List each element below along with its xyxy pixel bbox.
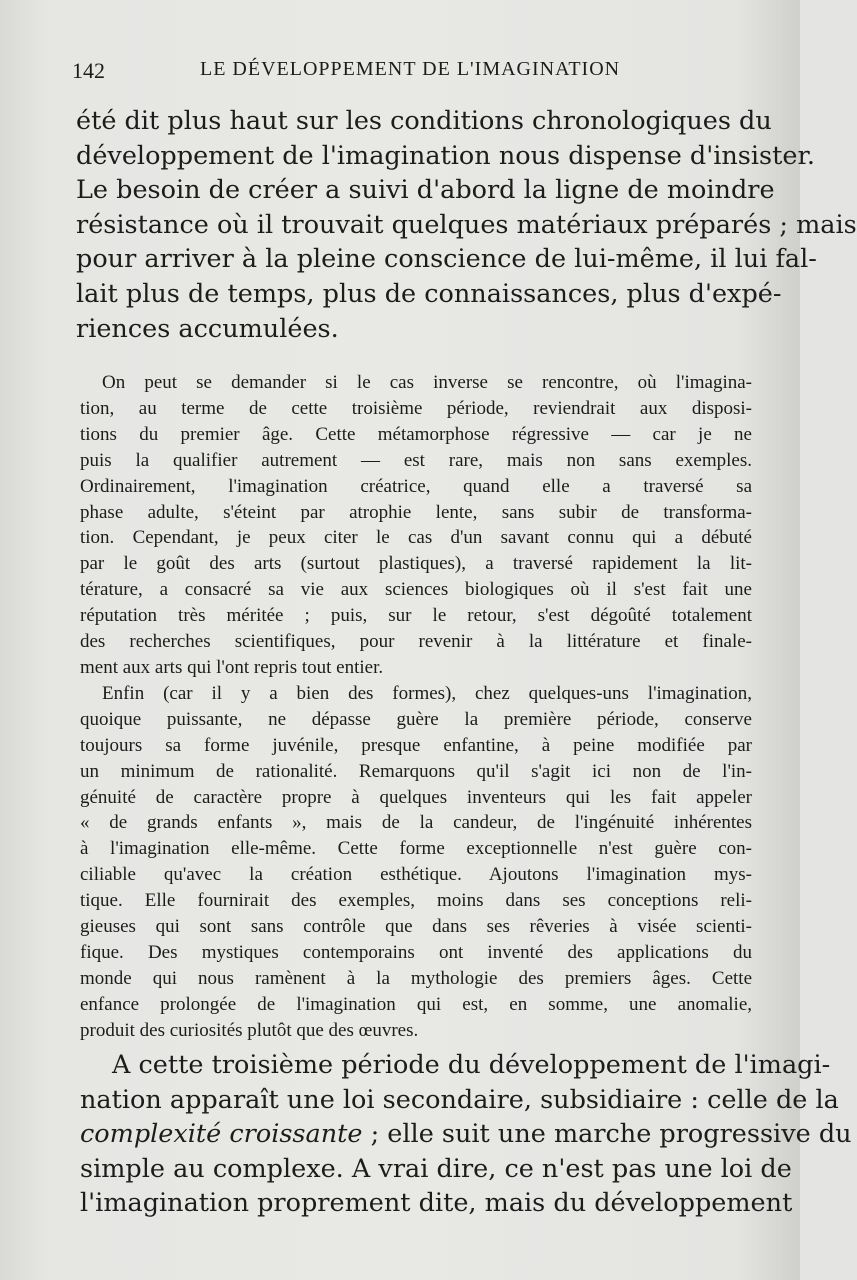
text-fragment: ; elle suit une marche progressive du	[362, 1119, 852, 1150]
text-line: été dit plus haut sur les conditions chronologiques du	[76, 106, 772, 136]
text-line-with-italic	[80, 1117, 852, 1152]
text-line: par le goût des arts (surtout plastiques), a traversé rapidement la lit-	[80, 553, 752, 575]
text-line: génuité de caractère propre à quelques inventeurs qui les fait appeler	[80, 786, 752, 808]
text-line: des recherches scientifiques, pour revenir à la littérature et finale-	[80, 631, 752, 653]
text-line: Le besoin de créer a suivi d'abord la ligne de moindre	[76, 175, 775, 206]
text-line: tions du premier âge. Cette métamorphose régressive — car je ne	[80, 423, 752, 445]
text-line: à l'imagination elle-même. Cette forme exceptionnelle n'est guère con-	[80, 838, 752, 860]
text-line: riences accumulées.	[76, 313, 339, 344]
paragraph-1	[76, 104, 857, 346]
text-line: développement de l'imagination nous dispense d'insister.	[76, 140, 815, 171]
italic-term: complexité croissante	[80, 1119, 363, 1150]
text-line: réputation très méritée ; puis, sur le retour, s'est dégoûté totalement	[80, 605, 752, 627]
text-line: l'imagination proprement dite, mais du développement	[80, 1188, 793, 1219]
text-line: enfance prolongée de l'imagination qui est, en somme, une anomalie,	[80, 993, 752, 1015]
small-print-section	[80, 370, 752, 1044]
text-line: térature, a consacré sa vie aux sciences biologiques où il s'est fait une	[80, 579, 752, 601]
small-paragraph-2	[80, 681, 752, 1044]
text-line: toujours sa forme juvénile, presque enfantine, à peine modifiée par	[80, 734, 752, 756]
paragraph-2	[80, 1048, 852, 1221]
text-line: lait plus de temps, plus de connaissances, plus d'expé-	[76, 278, 782, 309]
text-line: ciliable qu'avec la création esthétique. Ajoutons l'imagination mys-	[80, 864, 752, 886]
text-line: gieuses qui sont sans contrôle que dans ses rêveries à visée scienti-	[80, 916, 752, 938]
text-line: A cette troisième période du développement de l'imagi-	[112, 1050, 831, 1080]
text-line: tique. Elle fournirait des exemples, moins dans ses conceptions reli-	[80, 890, 752, 912]
text-line: Ordinairement, l'imagination créatrice, quand elle a traversé sa	[80, 475, 752, 497]
text-line: phase adulte, s'éteint par atrophie lente, sans subir de transforma-	[80, 501, 752, 523]
text-line: nation apparaît une loi secondaire, subsidiaire : celle de la	[80, 1084, 839, 1115]
text-line: simple au complexe. A vrai dire, ce n'est pas une loi de	[80, 1153, 792, 1184]
text-line: quoique puissante, ne dépasse guère la première période, conserve	[80, 708, 752, 730]
text-line: ment aux arts qui l'ont repris tout entier.	[80, 656, 384, 678]
text-line: tion. Cependant, je peux citer le cas d'un savant connu qui a débuté	[80, 527, 752, 549]
text-line: fique. Des mystiques contemporains ont inventé des applications du	[80, 941, 752, 963]
small-paragraph-1	[80, 370, 752, 681]
text-line: Enfin (car il y a bien des formes), chez quelques-uns l'imagination,	[102, 682, 752, 704]
text-line: un minimum de rationalité. Remarquons qu'il s'agit ici non de l'in-	[80, 760, 752, 782]
text-line: produit des curiosités plutôt que des œuvres.	[80, 1019, 419, 1041]
text-line: tion, au terme de cette troisième période, reviendrait aux disposi-	[80, 397, 752, 419]
page-header	[72, 58, 760, 88]
text-line: monde qui nous ramènent à la mythologie des premiers âges. Cette	[80, 967, 752, 989]
text-line: On peut se demander si le cas inverse se rencontre, où l'imagina-	[102, 372, 752, 393]
text-line: résistance où il trouvait quelques matériaux préparés ; mais	[76, 209, 857, 240]
running-title: LE DÉVELOPPEMENT DE L'IMAGINATION	[200, 58, 621, 80]
text-line: pour arriver à la pleine conscience de lui-même, il lui fal-	[76, 244, 817, 275]
page-number: 142	[72, 58, 105, 83]
text-line: « de grands enfants », mais de la candeur, de l'ingénuité inhérentes	[80, 812, 752, 834]
text-line: puis la qualifier autrement — est rare, mais non sans exemples.	[80, 449, 752, 471]
